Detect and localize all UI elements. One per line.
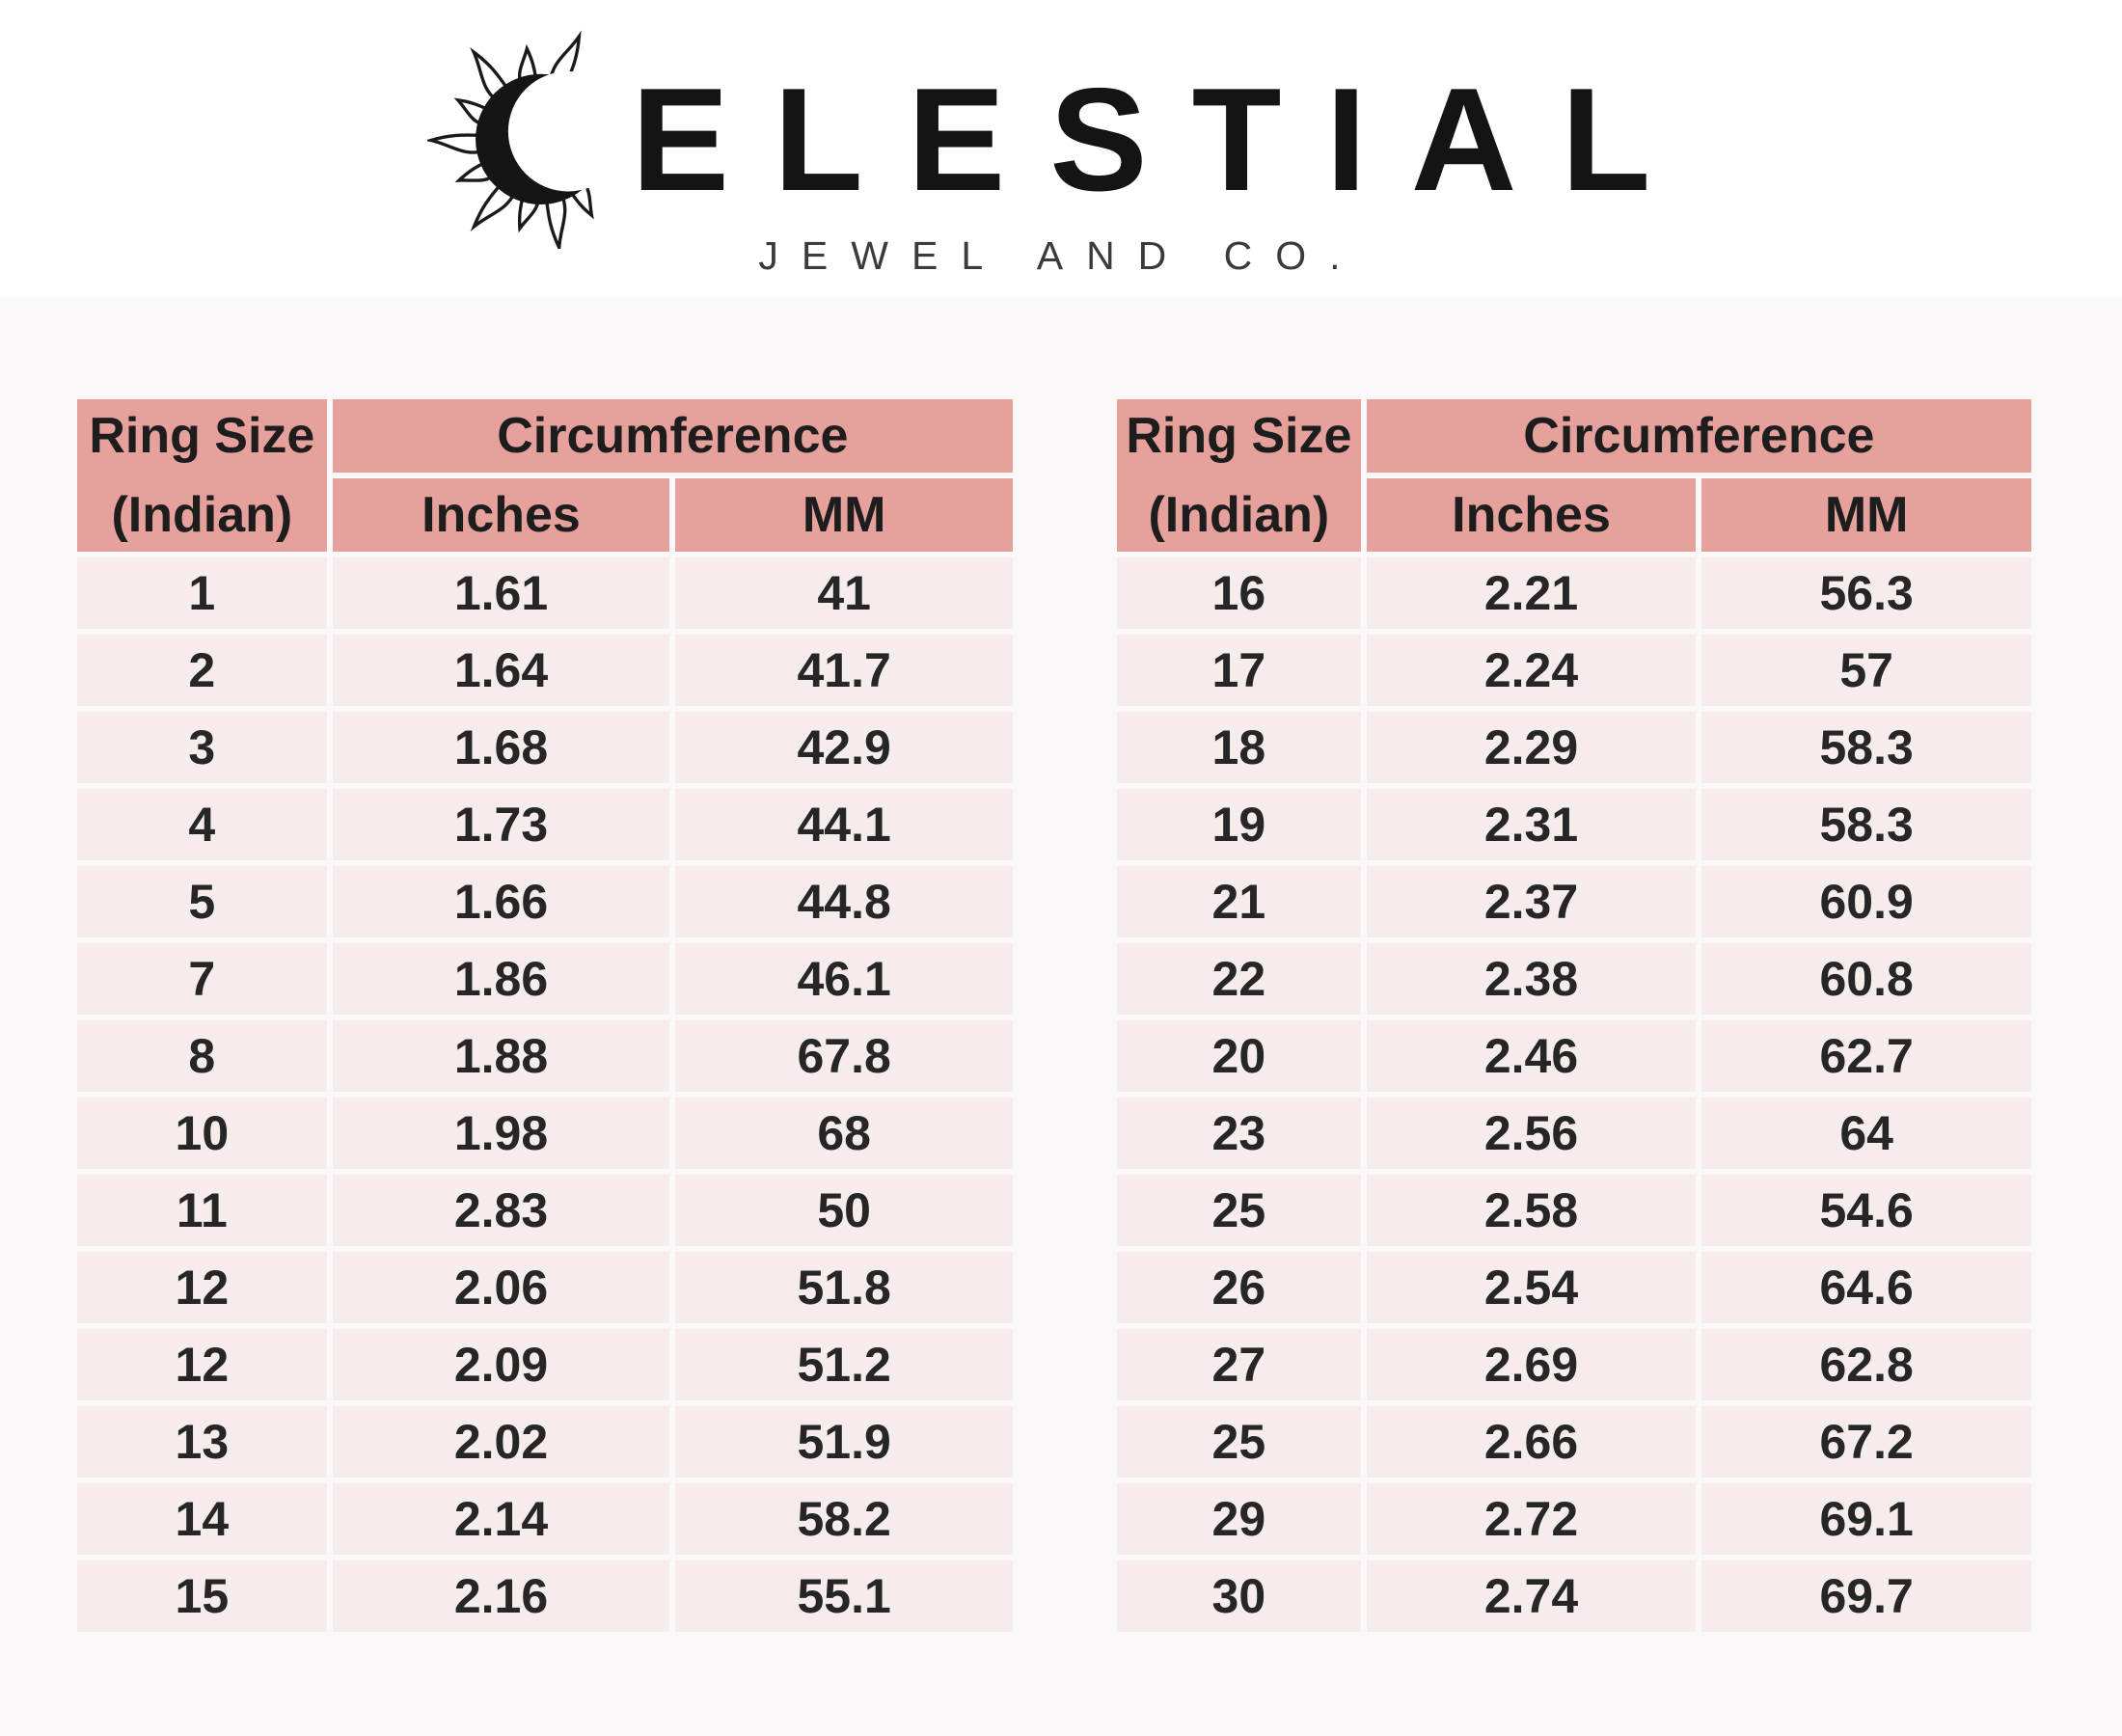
table-row — [77, 1560, 1013, 1632]
inches-cell: 1.66 — [333, 866, 670, 937]
inches-cell: 2.06 — [333, 1252, 670, 1323]
header-row-1 — [77, 399, 1013, 473]
table-row — [77, 1483, 1013, 1555]
inches-cell: 1.64 — [333, 635, 670, 706]
inches-cell: 2.24 — [1367, 635, 1697, 706]
brand-wordmark: ELESTIAL — [631, 58, 1696, 222]
mm-cell: 51.2 — [675, 1329, 1013, 1400]
inches-cell: 2.37 — [1367, 866, 1697, 937]
inches-header: Inches — [333, 478, 670, 552]
ring-size-cell: 30 — [1117, 1560, 1361, 1632]
mm-cell: 41 — [675, 557, 1013, 629]
sun-crescent-icon — [427, 27, 649, 249]
ring-size-cell: 5 — [77, 866, 327, 937]
table-row — [1117, 1020, 2031, 1092]
inches-cell: 2.21 — [1367, 557, 1697, 629]
inches-cell: 2.74 — [1367, 1560, 1697, 1632]
ring-size-header-line2: (Indian) — [1148, 487, 1330, 543]
table-row — [1117, 557, 2031, 629]
ring-size-cell: 12 — [77, 1252, 327, 1323]
inches-cell: 2.56 — [1367, 1098, 1697, 1169]
mm-cell: 55.1 — [675, 1560, 1013, 1632]
table-row — [1117, 1406, 2031, 1478]
ring-size-cell: 22 — [1117, 943, 1361, 1015]
ring-size-cell: 16 — [1117, 557, 1361, 629]
mm-cell: 44.1 — [675, 789, 1013, 860]
ring-size-table-right — [1111, 393, 2037, 1638]
mm-cell: 57 — [1701, 635, 2031, 706]
mm-cell: 42.9 — [675, 712, 1013, 783]
ring-size-cell: 7 — [77, 943, 327, 1015]
inches-cell: 2.29 — [1367, 712, 1697, 783]
table-row — [77, 1329, 1013, 1400]
circumference-header: Circumference — [1367, 399, 2031, 473]
ring-size-header-line1: Ring Size — [1126, 408, 1352, 464]
ring-size-cell: 26 — [1117, 1252, 1361, 1323]
ring-size-cell: 27 — [1117, 1329, 1361, 1400]
header-row-1 — [1117, 399, 2031, 473]
circumference-header: Circumference — [333, 399, 1013, 473]
mm-cell: 44.8 — [675, 866, 1013, 937]
ring-size-cell: 19 — [1117, 789, 1361, 860]
inches-cell: 1.98 — [333, 1098, 670, 1169]
brand-logo — [0, 27, 2122, 249]
inches-header: Inches — [1367, 478, 1697, 552]
inches-cell: 2.16 — [333, 1560, 670, 1632]
table-row — [1117, 1098, 2031, 1169]
inches-cell: 1.68 — [333, 712, 670, 783]
mm-cell: 58.2 — [675, 1483, 1013, 1555]
ring-size-cell: 1 — [77, 557, 327, 629]
ring-size-cell: 15 — [77, 1560, 327, 1632]
inches-cell: 2.72 — [1367, 1483, 1697, 1555]
inches-cell: 2.54 — [1367, 1252, 1697, 1323]
mm-cell: 62.7 — [1701, 1020, 2031, 1092]
table-row — [1117, 1329, 2031, 1400]
mm-cell: 64 — [1701, 1098, 2031, 1169]
inches-cell: 2.58 — [1367, 1175, 1697, 1246]
ring-size-cell: 3 — [77, 712, 327, 783]
mm-cell: 62.8 — [1701, 1329, 2031, 1400]
inches-cell: 2.83 — [333, 1175, 670, 1246]
table-row — [77, 557, 1013, 629]
ring-size-cell: 21 — [1117, 866, 1361, 937]
ring-size-cell: 2 — [77, 635, 327, 706]
ring-size-header — [1117, 399, 1361, 552]
ring-size-cell: 10 — [77, 1098, 327, 1169]
ring-size-cell: 4 — [77, 789, 327, 860]
inches-cell: 2.66 — [1367, 1406, 1697, 1478]
mm-header: MM — [1701, 478, 2031, 552]
mm-cell: 67.8 — [675, 1020, 1013, 1092]
table-row — [1117, 1252, 2031, 1323]
table-row — [77, 1175, 1013, 1246]
table-row — [77, 712, 1013, 783]
mm-cell: 68 — [675, 1098, 1013, 1169]
table-row — [77, 943, 1013, 1015]
mm-cell: 51.9 — [675, 1406, 1013, 1478]
inches-cell: 1.86 — [333, 943, 670, 1015]
table-row — [77, 1098, 1013, 1169]
table-row — [1117, 1483, 2031, 1555]
table-row — [1117, 866, 2031, 937]
mm-cell: 60.8 — [1701, 943, 2031, 1015]
mm-cell: 69.7 — [1701, 1560, 2031, 1632]
ring-size-table-left — [71, 393, 1019, 1638]
mm-header: MM — [675, 478, 1013, 552]
ring-size-cell: 25 — [1117, 1175, 1361, 1246]
inches-cell: 1.61 — [333, 557, 670, 629]
ring-size-header-line1: Ring Size — [89, 408, 315, 464]
mm-cell: 41.7 — [675, 635, 1013, 706]
mm-cell: 56.3 — [1701, 557, 2031, 629]
inches-cell: 1.73 — [333, 789, 670, 860]
table-row — [1117, 1560, 2031, 1632]
inches-cell: 2.14 — [333, 1483, 670, 1555]
table-row — [77, 1020, 1013, 1092]
ring-size-cell: 18 — [1117, 712, 1361, 783]
inches-cell: 2.69 — [1367, 1329, 1697, 1400]
mm-cell: 46.1 — [675, 943, 1013, 1015]
inches-cell: 2.46 — [1367, 1020, 1697, 1092]
ring-size-cell: 25 — [1117, 1406, 1361, 1478]
mm-cell: 54.6 — [1701, 1175, 2031, 1246]
table-row — [77, 1252, 1013, 1323]
ring-size-cell: 14 — [77, 1483, 327, 1555]
table-row — [1117, 712, 2031, 783]
ring-size-cell: 12 — [77, 1329, 327, 1400]
mm-cell: 58.3 — [1701, 712, 2031, 783]
inches-cell: 2.02 — [333, 1406, 670, 1478]
ring-size-cell: 17 — [1117, 635, 1361, 706]
ring-size-cell: 29 — [1117, 1483, 1361, 1555]
table-row — [1117, 635, 2031, 706]
mm-cell: 67.2 — [1701, 1406, 2031, 1478]
inches-cell: 2.09 — [333, 1329, 670, 1400]
inches-cell: 1.88 — [333, 1020, 670, 1092]
ring-size-header — [77, 399, 327, 552]
table-row — [77, 789, 1013, 860]
ring-size-cell: 23 — [1117, 1098, 1361, 1169]
mm-cell: 51.8 — [675, 1252, 1013, 1323]
mm-cell: 69.1 — [1701, 1483, 2031, 1555]
ring-size-cell: 8 — [77, 1020, 327, 1092]
mm-cell: 64.6 — [1701, 1252, 2031, 1323]
table-row — [77, 866, 1013, 937]
table-row — [77, 635, 1013, 706]
inches-cell: 2.38 — [1367, 943, 1697, 1015]
table-row — [1117, 789, 2031, 860]
ring-size-cell: 13 — [77, 1406, 327, 1478]
mm-cell: 60.9 — [1701, 866, 2031, 937]
ring-size-header-line2: (Indian) — [111, 487, 293, 543]
ring-size-cell: 11 — [77, 1175, 327, 1246]
inches-cell: 2.31 — [1367, 789, 1697, 860]
table-row — [1117, 943, 2031, 1015]
table-row — [77, 1406, 1013, 1478]
table-row — [1117, 1175, 2031, 1246]
ring-size-cell: 20 — [1117, 1020, 1361, 1092]
mm-cell: 50 — [675, 1175, 1013, 1246]
brand-subtitle: JEWEL AND CO. — [758, 233, 1364, 278]
mm-cell: 58.3 — [1701, 789, 2031, 860]
